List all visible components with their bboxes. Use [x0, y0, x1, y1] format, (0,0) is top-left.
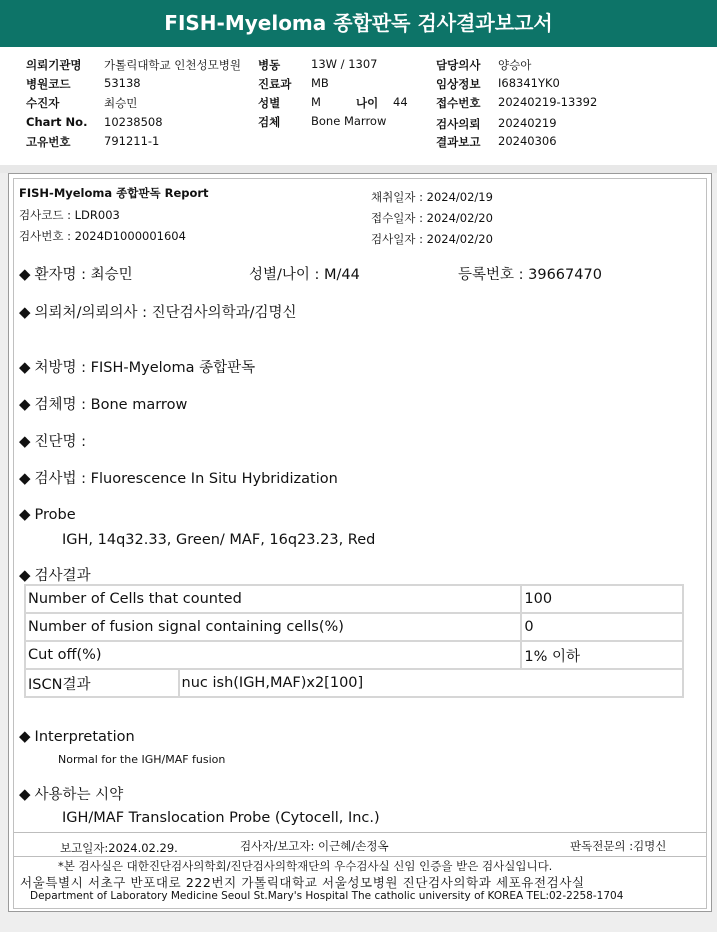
test-method: 검사법 : Fluorescence In Situ Hybridization — [34, 471, 338, 487]
method-row — [19, 467, 338, 488]
patient-name: 환자명 : 최승민 — [34, 267, 133, 283]
testers: 검사자/보고자: 이근혜/손정옥 — [240, 839, 389, 853]
result-label: Number of fusion signal containing cells(%) — [25, 613, 521, 641]
value-accession-no: 20240219-13392 — [498, 95, 598, 109]
footer-divider — [14, 856, 706, 857]
referrer-row — [19, 301, 297, 322]
registration-number: 등록번호 : 39667470 — [458, 267, 602, 283]
prescription: 처방명 : FISH-Myeloma 종합판독 — [34, 360, 256, 376]
table-row — [25, 669, 683, 697]
diagnosis: 진단명 : — [34, 434, 87, 450]
diagnosis-row — [19, 430, 86, 451]
value-chart-no: 10238508 — [104, 115, 163, 129]
value-specimen: Bone Marrow — [311, 114, 387, 128]
label-hospital-code: 병원코드 — [26, 77, 71, 91]
label-chart-no: Chart No. — [26, 115, 88, 129]
diamond-icon: ◆ — [19, 469, 31, 487]
results-heading: 검사결과 — [34, 568, 91, 584]
label-patient: 수진자 — [26, 96, 60, 110]
diamond-icon: ◆ — [19, 265, 31, 283]
value-clinical-info: I68341YK0 — [498, 76, 560, 90]
diamond-icon: ◆ — [19, 566, 31, 584]
diamond-icon: ◆ — [19, 505, 31, 523]
receive-date: 접수일자 : 2024/02/20 — [371, 211, 493, 225]
report-document — [8, 173, 712, 912]
interpretation-text: Normal for the IGH/MAF fusion — [58, 753, 226, 766]
value-sex: M — [311, 95, 321, 109]
value-hospital-code: 53138 — [104, 76, 141, 90]
value-department: MB — [311, 76, 329, 90]
value-institution: 가톨릭대학교 인천성모병원 — [104, 58, 241, 72]
probe-detail: IGH, 14q32.33, Green/ MAF, 16q23.23, Red — [62, 532, 376, 548]
result-value: 0 — [521, 613, 683, 641]
results-table — [24, 584, 684, 698]
iscn-value: nuc ish(IGH,MAF)x2[100] — [179, 669, 683, 697]
value-request-date: 20240219 — [498, 116, 557, 130]
interpretation-heading-row — [19, 727, 135, 745]
label-specimen: 검체 — [258, 115, 281, 129]
specimen-row — [19, 393, 187, 414]
report-banner-title: FISH-Myeloma 종합판독 검사결과보고서 — [0, 0, 717, 47]
header-info — [0, 47, 717, 165]
table-row — [25, 585, 683, 613]
section-divider — [0, 165, 717, 173]
value-result-date: 20240306 — [498, 134, 557, 148]
diamond-icon: ◆ — [19, 727, 31, 745]
value-age: 44 — [393, 95, 408, 109]
lab-address: 서울특별시 서초구 반포대로 222번지 가톨릭대학교 서울성모병원 진단검사의학과 세포유전검사실 — [20, 875, 585, 890]
table-row — [25, 641, 683, 669]
results-heading-row — [19, 564, 91, 585]
patient-name-row — [19, 263, 133, 284]
label-doctor: 담당의사 — [436, 58, 481, 72]
value-unique-no: 791211-1 — [104, 134, 160, 148]
interpretation-heading: Interpretation — [34, 729, 135, 745]
diamond-icon: ◆ — [19, 358, 31, 376]
footer-divider — [14, 832, 706, 833]
table-row — [25, 613, 683, 641]
certification-note: *본 검사실은 대한진단검사의학회/진단검사의학재단의 우수검사실 신임 인증을 받은 검사실입니다. — [58, 859, 553, 873]
result-label: Number of Cells that counted — [25, 585, 521, 613]
probe-heading-row — [19, 505, 76, 523]
test-code: 검사코드 : LDR003 — [19, 208, 120, 222]
sex-age: 성별/나이 : M/44 — [249, 267, 360, 283]
label-sex: 성별 — [258, 96, 281, 110]
label-institution: 의뢰기관명 — [26, 58, 82, 72]
reagent-heading-row — [19, 783, 123, 804]
label-ward: 병동 — [258, 58, 281, 72]
diamond-icon: ◆ — [19, 432, 31, 450]
label-clinical-info: 임상정보 — [436, 77, 481, 91]
label-result-date: 결과보고 — [436, 135, 481, 149]
value-doctor: 양승아 — [498, 58, 532, 72]
report-date: 보고일자:2024.02.29. — [60, 841, 178, 855]
reagent-heading: 사용하는 시약 — [34, 787, 124, 803]
iscn-label: ISCN결과 — [25, 669, 179, 697]
diamond-icon: ◆ — [19, 785, 31, 803]
label-accession-no: 접수번호 — [436, 96, 481, 110]
value-ward: 13W / 1307 — [311, 57, 378, 71]
prescription-row — [19, 356, 255, 377]
collect-date: 채취일자 : 2024/02/19 — [371, 190, 493, 204]
probe-heading: Probe — [34, 507, 76, 523]
label-age: 나이 — [356, 96, 379, 110]
label-unique-no: 고유번호 — [26, 135, 71, 149]
reagent-text: IGH/MAF Translocation Probe (Cytocell, Inc.) — [62, 810, 380, 826]
result-value: 100 — [521, 585, 683, 613]
label-request-date: 검사의뢰 — [436, 117, 481, 131]
reading-specialist: 판독전문의 :김명신 — [570, 839, 667, 853]
test-number: 검사번호 : 2024D1000001604 — [19, 229, 186, 243]
result-value: 1% 이하 — [521, 641, 683, 669]
lab-department: Department of Laboratory Medicine Seoul St.Mary's Hospital The catholic university of KOREA TEL:02-2258-1704 — [30, 890, 624, 902]
label-department: 진료과 — [258, 77, 292, 91]
referrer: 의뢰처/의뢰의사 : 진단검사의학과/김명신 — [34, 305, 297, 321]
result-label: Cut off(%) — [25, 641, 521, 669]
diamond-icon: ◆ — [19, 303, 31, 321]
report-inner-frame — [13, 178, 707, 909]
diamond-icon: ◆ — [19, 395, 31, 413]
specimen-name: 검체명 : Bone marrow — [34, 397, 188, 413]
value-patient: 최승민 — [104, 96, 138, 110]
report-title: FISH-Myeloma 종합판독 Report — [19, 186, 209, 200]
test-date: 검사일자 : 2024/02/20 — [371, 232, 493, 246]
